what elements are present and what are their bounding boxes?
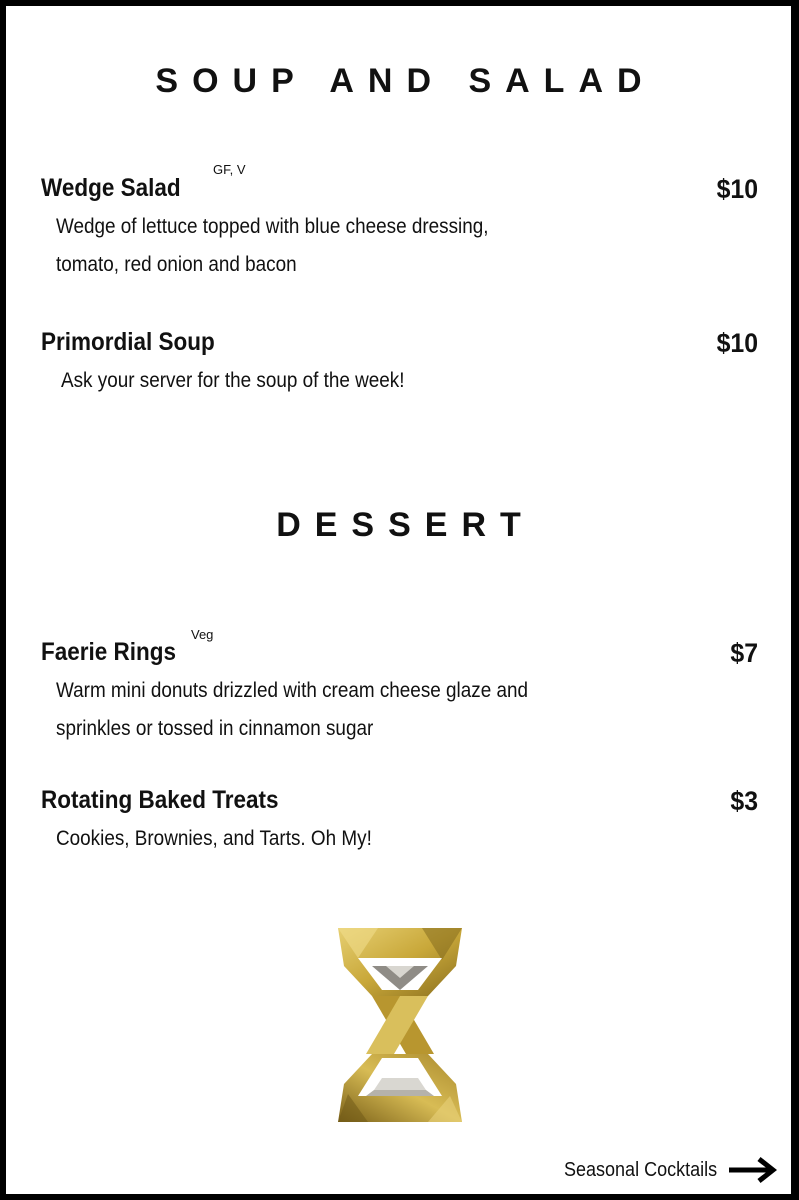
menu-page <box>6 6 791 1194</box>
desc-line: Cookies, Brownies, and Tarts. Oh My! <box>56 827 372 850</box>
item-name-wedge-salad: Wedge Salad <box>41 174 181 202</box>
hourglass-icon <box>338 928 462 1122</box>
desc-line: Ask your server for the soup of the week! <box>61 369 405 392</box>
item-desc-faerie-rings <box>56 672 614 748</box>
seasonal-cocktails-label: Seasonal Cocktails <box>563 1158 717 1181</box>
desc-line: sprinkles or tossed in cinnamon sugar <box>56 717 374 740</box>
item-name-rotating-baked-treats: Rotating Baked Treats <box>41 786 279 814</box>
item-price-rotating-baked-treats: $3 <box>730 786 758 816</box>
item-desc-wedge-salad <box>56 208 614 284</box>
item-name-primordial-soup: Primordial Soup <box>41 328 215 356</box>
item-desc-primordial-soup <box>61 362 619 400</box>
item-price-primordial-soup: $10 <box>716 328 758 358</box>
item-price-wedge-salad: $10 <box>716 174 758 204</box>
desc-line: Warm mini donuts drizzled with cream cheese glaze and <box>56 679 529 702</box>
item-price-faerie-rings: $7 <box>730 638 758 668</box>
desc-line: Wedge of lettuce topped with blue cheese dressing, <box>56 215 489 238</box>
section-title-soup-salad: SOUP AND SALAD <box>155 62 656 100</box>
arrow-right-icon <box>727 1156 777 1184</box>
item-tag-faerie-rings: Veg <box>191 627 214 642</box>
desc-line: tomato, red onion and bacon <box>56 253 297 276</box>
item-tag-wedge-salad: GF, V <box>213 162 246 177</box>
item-name-faerie-rings: Faerie Rings <box>41 638 177 666</box>
item-desc-rotating-baked-treats <box>56 820 614 858</box>
seasonal-cocktails-link[interactable] <box>547 1156 777 1184</box>
section-title-dessert: DESSERT <box>276 506 535 544</box>
